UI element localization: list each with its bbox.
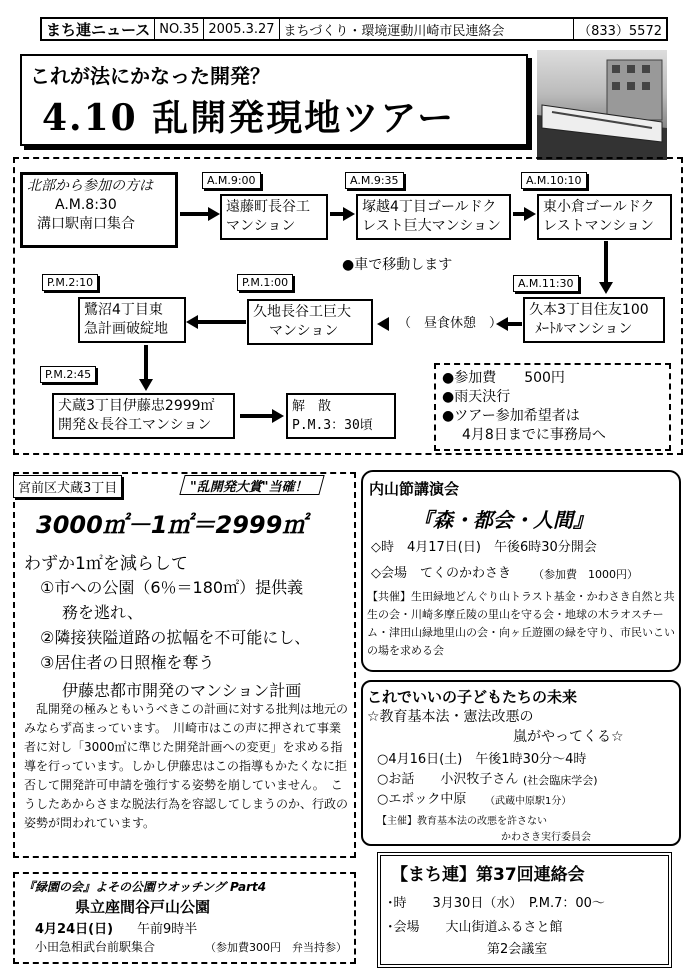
arrow-head <box>377 317 389 331</box>
stop-line1: 犬蔵3丁目伊藤忠2999㎡ <box>58 398 215 414</box>
future-line1: ☆教育基本法・憲法改悪の <box>367 709 534 725</box>
meeting-room: 第2会議室 <box>487 942 548 957</box>
tour-stop <box>523 297 665 343</box>
apply-info: ●ツアー参加希望者は <box>442 408 580 424</box>
arrow <box>508 322 522 326</box>
arrow-head <box>139 379 153 391</box>
stop-line2: 急計画破綻地 <box>84 321 168 337</box>
tour-stop <box>537 194 672 240</box>
article-lead: わずか1㎡を減らして <box>24 554 188 574</box>
park-time: 午前9時半 <box>137 922 198 937</box>
arrow-head <box>208 207 220 221</box>
lecture-title: 内山節講演会 <box>369 480 460 498</box>
lecture-date: ◇時 4月17日(日) 午後6時30分開会 <box>371 540 597 555</box>
tour-stop <box>220 194 328 240</box>
future-host2: かわさき実行委員会 <box>501 832 591 843</box>
phone-number: （833）5572 <box>578 23 662 39</box>
future-speaker: ○お話 小沢牧子さん <box>377 772 519 787</box>
arrow-head <box>186 315 198 329</box>
future-title: これでいいの子どもたちの未来 <box>367 688 578 706</box>
arrow <box>330 212 344 216</box>
lecture-venue: ◇会場 てくのかわさき <box>371 566 511 581</box>
organization-name: まちづくり・環境運動川崎市民連絡会 <box>280 19 575 39</box>
stop-line2: レスト巨大マンション <box>362 218 501 234</box>
lunch-break: （ 昼食休憩 ） <box>398 316 503 331</box>
issue-number: NO.35 <box>155 19 204 39</box>
article-plan: 伊藤忠都市開発のマンション計画 <box>62 681 302 700</box>
point-3: ③居住者の日照権を奪う <box>40 653 215 672</box>
future-speaker-note: (社会臨床学会) <box>523 774 598 787</box>
stop-time: P.M.2:10 <box>42 274 98 291</box>
future-host1: 【主催】教育基本法の改悪を許さない <box>377 816 547 827</box>
arrow <box>144 345 148 379</box>
meeting-title: 【まち連】第37回連絡会 <box>391 865 585 885</box>
stop-line1: 久本3丁目住友100 <box>529 302 649 318</box>
stop-time: A.M.11:30 <box>513 275 579 292</box>
meeting-venue: ･会場 大山街道ふるさと館 <box>387 920 563 935</box>
apply-deadline: 4月8日までに事務局へ <box>462 427 606 443</box>
stop-time: P.M.2:45 <box>40 366 96 383</box>
stop-time: A.M.9:35 <box>345 172 404 189</box>
lecture-box <box>361 470 681 672</box>
lecture-hosts: 【共催】生田緑地どんぐり山トラスト基金・かわさき自然と共生の会・川崎多摩丘陵の里山を守る会・地球の木ラオスチーム・津田山緑地里山の会・向ヶ丘遊園の緑を守り、市民いこいの場を求める会 <box>367 590 675 657</box>
newsletter-header <box>40 17 668 41</box>
building-photo-icon <box>537 50 667 160</box>
main-title: 4.10 乱開発現地ツアー <box>42 97 456 139</box>
article-body: 乱開発の極みともいうべきこの計画に対する批判は地元のみならず高まっています。 川崎市はこの声に押されて事業者に対し「3000㎡に準じた開発計画への変更」を求める指導を行っています。しかし伊藤忠はこの指導もかたくなに拒否して開発許可申請を強行する姿勢を崩していません。 こうしたあからさまな脱法行為を容認してしまうのか、行政の姿勢が問われています。 <box>24 702 349 830</box>
issue-date: 2005.3.27 <box>204 19 279 39</box>
subtitle: これが法にかなった開発？ <box>30 64 270 88</box>
article-points <box>40 575 310 675</box>
arrow-head <box>524 207 536 221</box>
stop-time: P.M.1:00 <box>237 274 293 291</box>
title-box <box>20 54 528 146</box>
meeting-date: ･時 3月30日（水） P.M.7：00～ <box>387 896 605 911</box>
future-venue-note: （武蔵中原駅1分） <box>485 796 572 807</box>
stop-time: A.M.9:00 <box>202 172 261 189</box>
tour-end-box <box>286 393 396 439</box>
point-1: ①市への公園（6％＝180㎡）提供義 <box>40 578 304 597</box>
stop-line2: レストマンション <box>543 218 654 234</box>
park-meet: 小田急相武台前駅集合 <box>35 940 156 954</box>
arrow-head <box>599 282 613 294</box>
tour-stop <box>78 297 186 343</box>
future-date: ○4月16日(土) 午後1時30分～4時 <box>377 752 587 767</box>
future-venue: ○エポック中原 <box>377 792 467 807</box>
arrow <box>240 414 273 418</box>
lecture-fee: （参加費 1000円） <box>533 568 638 581</box>
end-line1: 解 散 <box>292 399 332 414</box>
stop-time: A.M.10:10 <box>521 172 587 189</box>
start-place: 溝口駅南口集合 <box>37 216 135 232</box>
stop-line2: 開発＆長谷工マンション <box>58 417 212 433</box>
tour-stop <box>356 194 511 240</box>
car-note: ●車で移動します <box>342 257 453 273</box>
stop-line1: 遠藤町長谷工 <box>226 199 310 215</box>
point-1-cont: 務を逃れ、 <box>62 603 143 622</box>
park-event-box <box>13 872 356 964</box>
stop-line2: マンション <box>269 323 339 339</box>
stop-line1: 鷺沼4丁目東 <box>84 302 163 318</box>
tour-start-box <box>20 172 178 248</box>
future-line2: 嵐がやってくる☆ <box>513 729 624 745</box>
park-name: 県立座間谷戸山公園 <box>75 898 211 916</box>
arrow <box>180 212 208 216</box>
newsletter-name: まち連ニュース <box>42 19 155 39</box>
point-2: ②隣接狭隘道路の拡幅を不可能にし、 <box>40 628 311 647</box>
end-time: P.M.3：30頃 <box>292 418 373 433</box>
stop-line2: マンション <box>226 218 296 234</box>
park-title: 『緑園の会』よその公園ウオッチング Part4 <box>23 880 267 894</box>
stop-line1: 塚越4丁目ゴールドク <box>362 199 497 215</box>
tour-stop <box>52 393 235 439</box>
meeting-box <box>377 852 672 968</box>
arrow <box>196 320 246 324</box>
tour-info-box <box>434 363 671 451</box>
article-headline: 3000㎡－1㎡＝2999㎡ <box>36 511 307 539</box>
park-date: 4月24日(日) <box>35 922 114 937</box>
start-time: A.M.8:30 <box>55 197 117 213</box>
stop-line1: 東小倉ゴールドク <box>543 199 655 215</box>
future-event-box <box>361 680 681 846</box>
tour-stop <box>247 299 373 345</box>
lecture-theme: 『森・都会・人間』 <box>413 508 593 532</box>
site-photo <box>537 50 667 160</box>
stop-line2: ﾒｰﾄﾙマンション <box>535 321 633 337</box>
fee-info: ●参加費 500円 <box>442 370 565 386</box>
start-line1: 北部から参加の方は <box>27 178 153 194</box>
stop-line1: 久地長谷工巨大 <box>253 304 351 320</box>
park-fee: （参加費300円 弁当持参） <box>205 941 347 954</box>
arrow-head <box>343 207 355 221</box>
arrow <box>604 241 608 283</box>
rain-info: ●雨天決行 <box>442 389 511 405</box>
location-tag: 宮前区犬蔵3丁目 <box>13 475 122 498</box>
award-tag: "乱開発大賞"当確！ <box>190 480 308 495</box>
arrow-head <box>272 409 284 423</box>
